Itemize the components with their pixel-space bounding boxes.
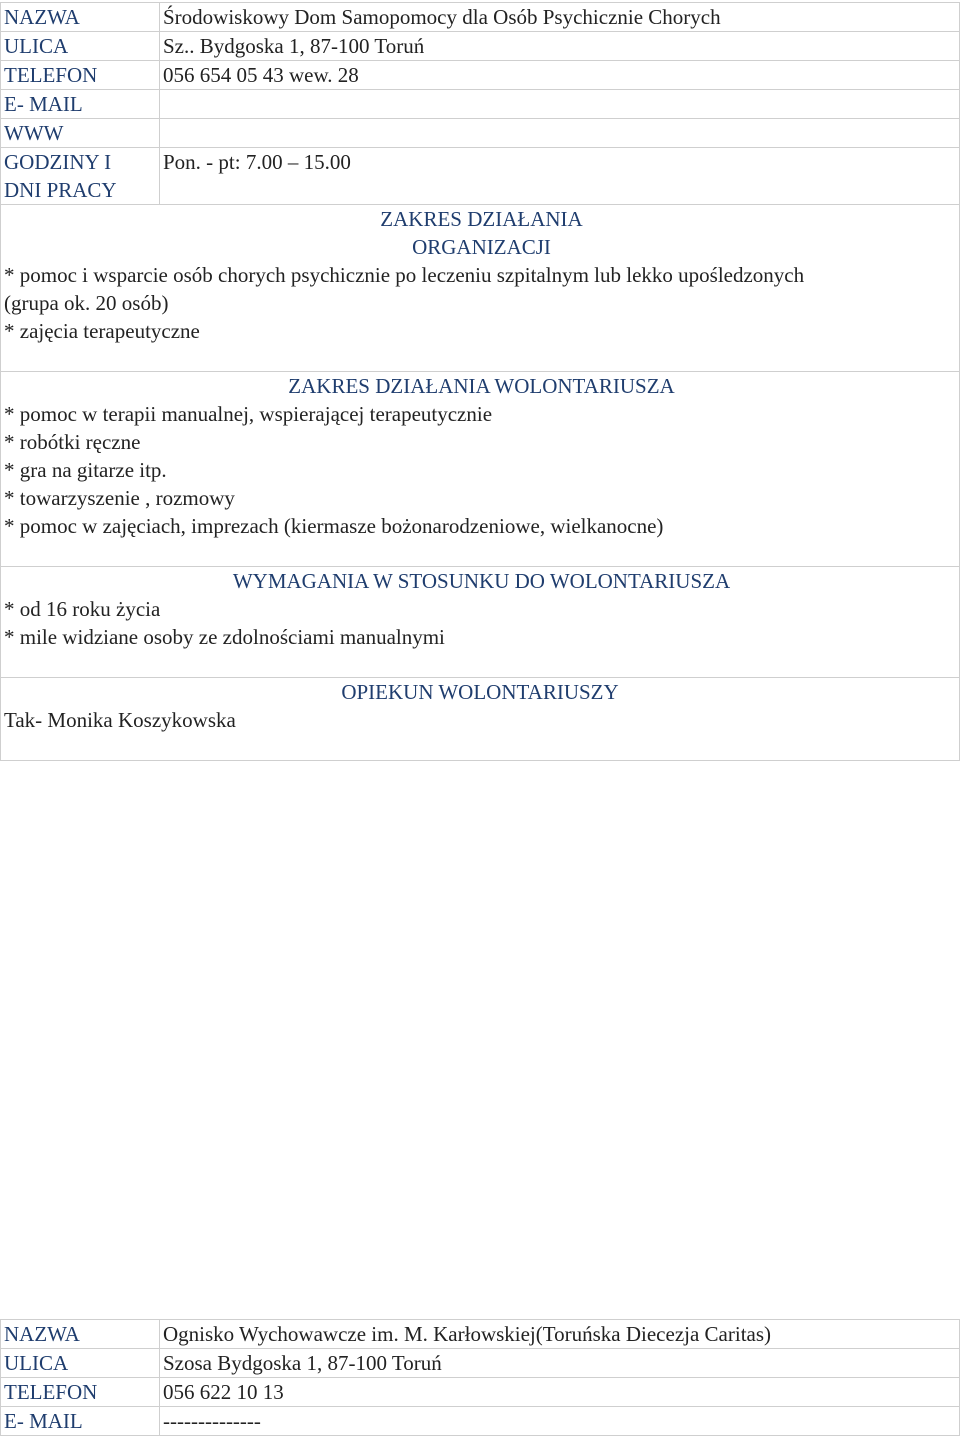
field-value-telefon: 056 622 10 13 xyxy=(160,1378,960,1407)
godziny-label-line-1: GODZINY I xyxy=(4,150,112,174)
field-value-email: -------------- xyxy=(160,1407,960,1436)
field-label-telefon: TELEFON xyxy=(1,1378,160,1407)
field-value-www xyxy=(160,119,960,148)
field-value-telefon: 056 654 05 43 wew. 28 xyxy=(160,61,960,90)
list-item: * od 16 roku życia xyxy=(4,597,161,621)
list-item: * zajęcia terapeutyczne xyxy=(4,319,200,343)
field-value-ulica: Sz.. Bydgoska 1, 87-100 Toruń xyxy=(160,32,960,61)
entry-2-table xyxy=(0,1319,960,1436)
list-item: * pomoc i wsparcie osób chorych psychicznie po leczeniu szpitalnym lub lekko upośledzonych xyxy=(4,263,805,287)
field-label-nazwa: NAZWA xyxy=(1,3,160,32)
godziny-label-line-2: DNI PRACY xyxy=(4,178,117,202)
entry-1-table xyxy=(0,2,960,761)
list-item: * pomoc w terapii manualnej, wspierającej terapeutycznie xyxy=(4,402,493,426)
field-label-godziny xyxy=(1,148,160,205)
field-label-nazwa: NAZWA xyxy=(1,1320,160,1349)
wymagania-section xyxy=(1,567,960,678)
opiekun-title: OPIEKUN WOLONTARIUSZY xyxy=(341,680,619,704)
zakres-organizacji-title-1: ZAKRES DZIAŁANIA xyxy=(380,207,583,231)
list-item: * towarzyszenie , rozmowy xyxy=(4,486,235,510)
field-label-email: E- MAIL xyxy=(1,90,160,119)
field-value-email xyxy=(160,90,960,119)
zakres-wolontariusza-section xyxy=(1,372,960,567)
field-value-nazwa: Środowiskowy Dom Samopomocy dla Osób Psychicznie Chorych xyxy=(160,3,960,32)
wymagania-title: WYMAGANIA W STOSUNKU DO WOLONTARIUSZA xyxy=(232,569,731,593)
field-label-telefon: TELEFON xyxy=(1,61,160,90)
field-value-godziny: Pon. - pt: 7.00 – 15.00 xyxy=(160,148,960,205)
list-item: * mile widziane osoby ze zdolnościami manualnymi xyxy=(4,625,445,649)
field-label-www: WWW xyxy=(1,119,160,148)
list-item: (grupa ok. 20 osób) xyxy=(4,291,169,315)
opiekun-section xyxy=(1,678,960,761)
field-label-email: E- MAIL xyxy=(1,1407,160,1436)
zakres-organizacji-title-2: ORGANIZACJI xyxy=(412,235,551,259)
list-item: * robótki ręczne xyxy=(4,430,141,454)
zakres-organizacji-section xyxy=(1,205,960,372)
field-value-ulica: Szosa Bydgoska 1, 87-100 Toruń xyxy=(160,1349,960,1378)
zakres-wolontariusza-title: ZAKRES DZIAŁANIA WOLONTARIUSZA xyxy=(288,374,675,398)
field-label-ulica: ULICA xyxy=(1,1349,160,1378)
field-value-nazwa: Ognisko Wychowawcze im. M. Karłowskiej(Toruńska Diecezja Caritas) xyxy=(160,1320,960,1349)
field-label-ulica: ULICA xyxy=(1,32,160,61)
opiekun-value: Tak- Monika Koszykowska xyxy=(4,708,236,732)
list-item: * gra na gitarze itp. xyxy=(4,458,167,482)
list-item: * pomoc w zajęciach, imprezach (kiermasze bożonarodzeniowe, wielkanocne) xyxy=(4,514,664,538)
